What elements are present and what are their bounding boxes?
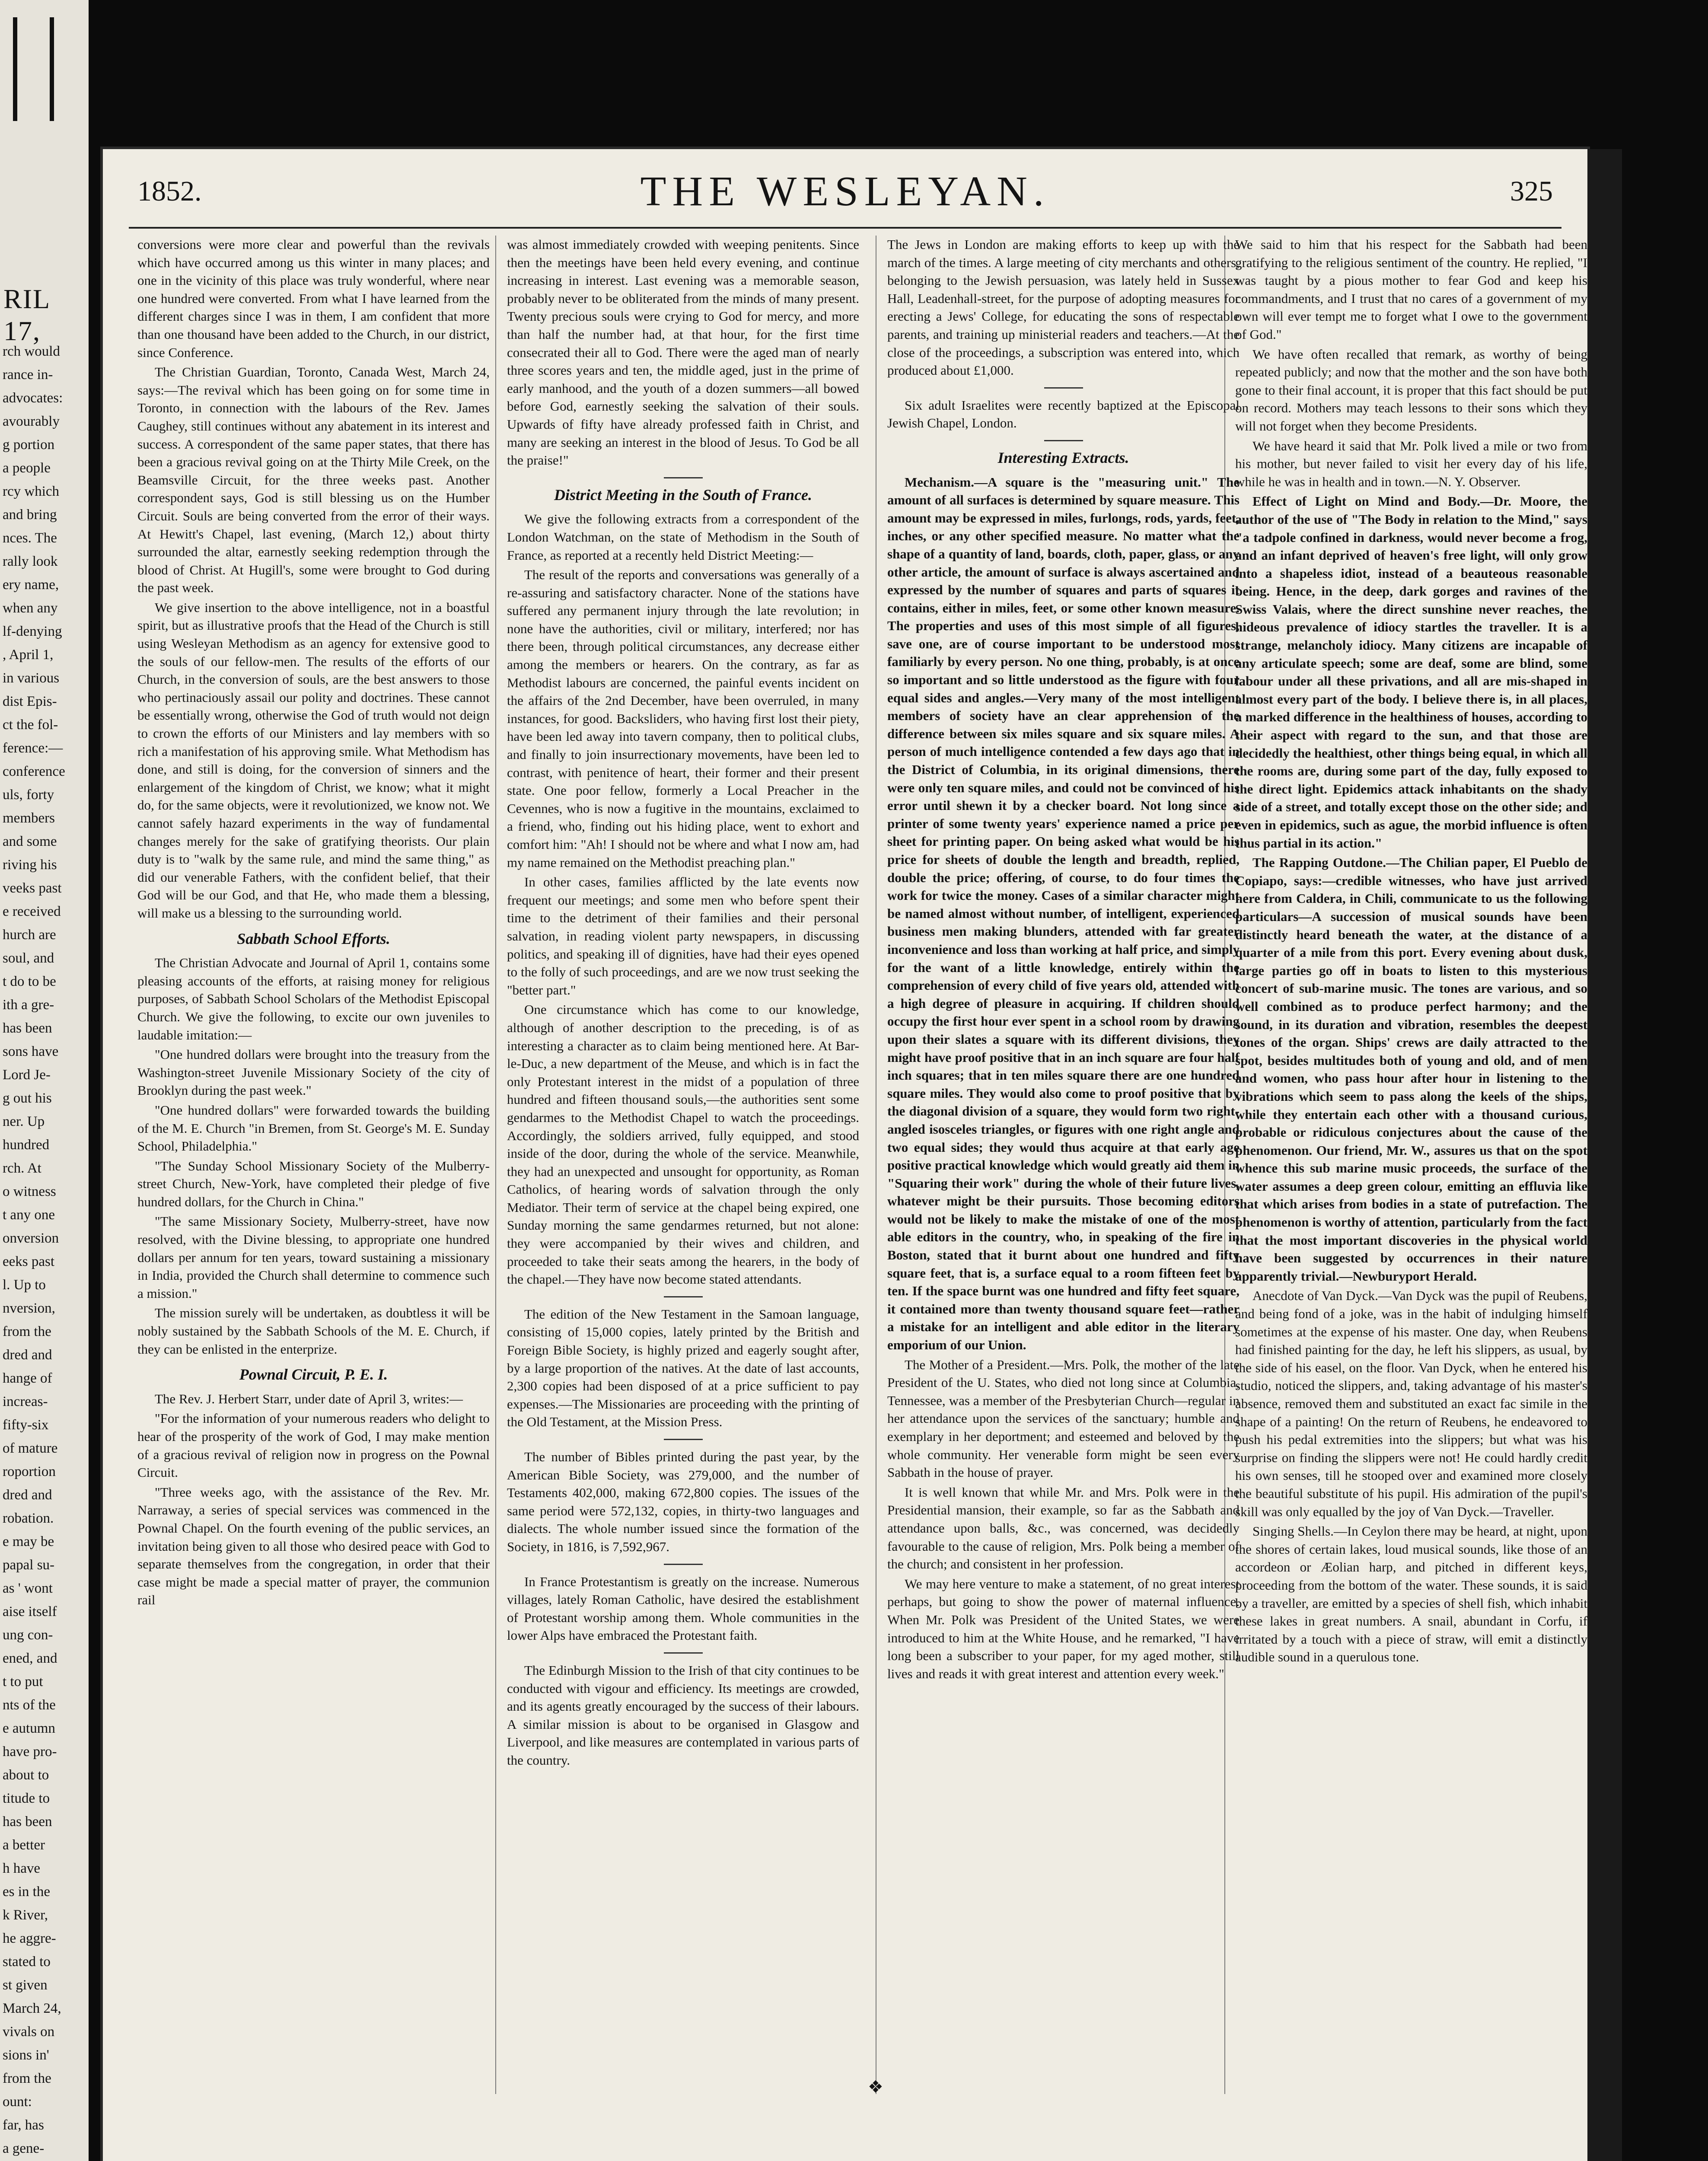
article-paragraph: We have often recalled that remark, as worthy of being repeated publicly; and now that the mother and the son have both gone to their final account, it is proper that this fact should be put on record. Mothers may teach lessons to their sons which they will not forget when they become Presidents. [1235, 346, 1587, 433]
article-paragraph: The edition of the New Testament in the Samoan language, consisting of 15,000 copies, lately printed by the British and Foreign Bible Society, is highly prized and eagerly sought after, by a large proportion of the natives. At the date of last accounts, 2,300 copies had been disposed of at a price sufficient to pay expenses.—The Missionaries are proceeding with the printing of the Old Testament, at the Mission Press. [507, 1306, 859, 1430]
article-paragraph: The number of Bibles printed during the past year, by the American Bible Society, was 279,000, and the number of Testaments 402,000, making 672,800 copies. The issues of the same period were 572,132, copies, in thirty-two languages and dialects. The whole number issued since the formation of the Society, in 1816, is 7,592,967. [507, 1449, 859, 1554]
previous-page-line: in various [3, 670, 60, 686]
newspaper-page [103, 149, 1587, 2161]
previous-page-line: has been [3, 1020, 52, 1036]
previous-page-line: a better [3, 1837, 45, 1853]
separator-rule [664, 1439, 703, 1440]
previous-page-line: conference [3, 764, 65, 779]
section-heading: District Meeting in the South of France. [554, 486, 813, 504]
article-paragraph: We give insertion to the above intelligence, not in a boastful spirit, but as illustrative proofs that the Head of the Church is still using Wesleyan Methodism as an agency for extensive good to the souls of our fellow-men. The results of the efforts of our Church, in the conversion of souls, are the best answers to those who pertinaciously assail our polity and doctrines. These cannot be essentially wrong, otherwise the God of truth would not deign to crown the efforts of our Ministers and lay members with so rich a manifestation of his approving smile. What Methodism has done, and still is doing, for the conversion of sinners and the enlargement of the kingdom of Christ, we know; what it might do, for the same objects, were it revolutionized, we know not. We cannot safely hazard experiments in the way of fundamental changes merely for the sake of gratifying theorists. Our plain duty is to "walk by the same rule, and mind the same thing," as did our venerable Fathers, with the confident belief, that their God will be our God, and that He, who made them a blessing, will make us a blessing to the surrounding world. [137, 599, 490, 921]
previous-page-edge [0, 0, 89, 2161]
previous-page-line: eeks past [3, 1254, 55, 1269]
masthead-year: 1852. [137, 175, 202, 207]
section-heading: Pownal Circuit, P. E. I. [239, 1366, 388, 1383]
previous-page-line: g out his [3, 1090, 52, 1106]
previous-page-line: nts of the [3, 1697, 56, 1713]
previous-page-line: roportion [3, 1464, 56, 1479]
article-paragraph: In other cases, families afflicted by the late events now frequent our meetings; and some men who before spent their time to the detriment of their families and their personal salvation, in reading violent party newspapers, in discussing politics, and speaking ill of dignities, have had their eyes opened to the folly of such proceedings, and are we now trust seeking the "better part." [507, 874, 859, 998]
previous-page-line: ner. Up [3, 1114, 45, 1129]
previous-page-line: a gene- [3, 2141, 45, 2156]
previous-page-line: e autumn [3, 1721, 55, 1736]
previous-page-line: fifty-six [3, 1417, 49, 1433]
article-paragraph: The Jews in London are making efforts to keep up with the march of the times. A large meeting of city merchants and others, belonging to the Jewish persuasion, was lately held in Sussex Hall, Leadenhall-street, for the purpose of adopting measures for erecting a Jews' College, for educating the sons of respectable parents, and training up ministerial readers and teachers.—At the close of the proceedings, a subscription was entered into, which produced about £1,000. [887, 237, 1240, 378]
separator-rule [1044, 440, 1083, 441]
previous-page-line: ened, and [3, 1651, 57, 1666]
previous-page-line: soul, and [3, 950, 54, 966]
article-paragraph: "The same Missionary Society, Mulberry-street, have now resolved, with the Divine blessing, to appropriate one hundred dollars per annum for ten years, toward sustaining a missionary in India, provided the Church shall determine to commence such a mission." [137, 1214, 490, 1301]
previous-page-line: hurch are [3, 927, 56, 943]
previous-page-line: e may be [3, 1534, 54, 1549]
article-paragraph: The Mother of a President.—Mrs. Polk, the mother of the late President of the U. States, who died not long since at Columbia, Tennessee, was a member of the Presbyterian Church—regular in her attendance upon the services of the sanctuary; humble and exemplary in her deportment; and esteemed and beloved by the whole community. Her venerable form might be seen every Sabbath in the house of prayer. [887, 1357, 1240, 1480]
previous-page-line: veeks past [3, 880, 62, 896]
section-heading: Interesting Extracts. [997, 449, 1129, 466]
article-paragraph: We may here venture to make a statement, of no great interest perhaps, but going to show the power of maternal influence. When Mr. Polk was President of the United States, we were introduced to him at the White House, and he remarked, "I have long been a subscriber to your paper, for my aged mother, still lives and reads it with great interest and attention every week." [887, 1576, 1240, 1681]
article-paragraph: conversions were more clear and powerful than the revivals which have occurred among us this winter in many places; and one in the vicinity of this place was truly wonderful, where near one hundred were converted. From what I have learned from the different charges since I was in them, I am confident that more than one thousand have been added to the Church, in our district, since Conference. [137, 237, 490, 360]
article-paragraph: Six adult Israelites were recently baptized at the Episcopal Jewish Chapel, London. [887, 397, 1240, 431]
article-paragraph: "One hundred dollars were brought into the treasury from the Washington-street Juvenile Missionary Society of the city of Brooklyn during the past week." [137, 1047, 490, 1098]
previous-page-line: hundred [3, 1137, 50, 1153]
masthead-title: THE WESLEYAN. [640, 168, 1050, 215]
previous-page-line: st given [3, 1977, 48, 1993]
previous-page-line: dred and [3, 1347, 52, 1363]
printer-mark: ❖ [868, 2077, 883, 2097]
previous-page-line: dred and [3, 1487, 52, 1503]
article-paragraph: Anecdote of Van Dyck.—Van Dyck was the pupil of Reubens, and being fond of a joke, was in the habit of indulging himself sometimes at the expense of his master. One day, when Reubens had finished painting for the day, he left his slippers, as usual, by the side of his easel, on the floor. Van Dyck, when he entered his studio, noticed the slippers, and, taking advantage of his master's absence, removed them and substituted an exact fac simile in the shape of a painting! On the return of Reubens, he endeavored to push his pedal extremities into the slippers; but what was his surprise on finding the slippers were not! He could hardly credit his own senses, till he stooped over and examined more closely the beautiful substitute of his pupil. His admiration of the pupil's skill was only equalled by the joy of Van Dyck.—Traveller. [1235, 1288, 1587, 1519]
previous-page-line: robation. [3, 1511, 54, 1526]
previous-page-line: papal su- [3, 1557, 55, 1573]
previous-page-line: sions in' [3, 2047, 49, 2063]
previous-page-line: has been [3, 1814, 52, 1830]
previous-page-line: riving his [3, 857, 57, 873]
article-paragraph: In France Protestantism is greatly on the increase. Numerous villages, lately Roman Catholic, have desired the establishment of Protestant worship among them. Whole communities in the lower Alps have embraced the Protestant faith. [507, 1574, 859, 1643]
previous-page-line: Lord Je- [3, 1067, 51, 1083]
masthead-rule [129, 227, 1561, 229]
previous-page-line: lf-denying [3, 624, 62, 639]
article-paragraph: "Three weeks ago, with the assistance of the Rev. Mr. Narraway, a series of special services was commenced in the Pownal Chapel. On the fourth evening of the public services, an invitation being given to all those who desired peace with God to separate themselves from the congregation, in order that their case might be made a special matter of prayer, the communion rail [137, 1484, 490, 1608]
separator-rule [1044, 387, 1083, 389]
previous-page-line: dist Epis- [3, 694, 57, 709]
previous-page-line: a people [3, 460, 51, 476]
binding-bars [13, 17, 54, 121]
separator-rule [664, 477, 703, 478]
previous-page-line: g portion [3, 437, 55, 453]
article-paragraph: We have heard it said that Mr. Polk lived a mile or two from his mother, but never failed to visit her every day of his life, while he was in health and in town.—N. Y. Observer. [1235, 438, 1587, 489]
previous-page-line: es in the [3, 1884, 50, 1900]
article-paragraph: The Edinburgh Mission to the Irish of that city continues to be conducted with vigour and efficiency. Its meetings are crowded, and its agents greatly encouraged by the success of their labours. A similar mission is about to be organised in Glasgow and Liverpool, and like measures are contemplated in various parts of the country. [507, 1662, 859, 1768]
article-paragraph: It is well known that while Mr. and Mrs. Polk were in the Presidential mansion, their example, so far as the Sabbath and attendance upon balls, &c., was concerned, was decidedly favourable to the cause of religion, Mrs. Polk being a member of the church; and consistent in her profession. [887, 1484, 1240, 1572]
previous-page-line: rally look [3, 554, 58, 569]
previous-page-line: March 24, [3, 2001, 61, 2016]
previous-page-line: ung con- [3, 1627, 53, 1643]
previous-page-line: rch would [3, 344, 60, 359]
masthead [103, 149, 1587, 227]
previous-page-header: RIL 17, [3, 284, 50, 346]
previous-page-line: t to put [3, 1674, 43, 1689]
previous-page-line: k River, [3, 1907, 48, 1923]
previous-page-line: nversion, [3, 1300, 55, 1316]
previous-page-line: hange of [3, 1371, 52, 1386]
previous-page-line: when any [3, 600, 58, 616]
article-paragraph: "One hundred dollars" were forwarded towards the building of the M. E. Church "in Bremen, from St. George's M. E. Sunday School, Philadelphia." [137, 1102, 490, 1154]
previous-page-line: increas- [3, 1394, 48, 1409]
previous-page-line: t any one [3, 1207, 55, 1223]
previous-page-line: ct the fol- [3, 717, 58, 733]
section-heading: Sabbath School Efforts. [237, 930, 390, 947]
previous-page-line: , April 1, [3, 647, 54, 663]
column-4 [1235, 236, 1587, 1668]
previous-page-line: avourably [3, 414, 60, 429]
previous-page-line: of mature [3, 1441, 58, 1456]
article-paragraph: Singing Shells.—In Ceylon there may be heard, at night, upon the shores of certain lakes, loud musical sounds, like those of an accordeon or Æolian harp, and pitched in different keys, proceeding from the bottom of the water. These sounds, it is said by a traveller, are emitted by a species of shell fish, which inhabit these lakes in great numbers. A snail, abundant in Corfu, if irritated by a touch with a piece of straw, will emit a distinctly audible sound in a querulous tone. [1235, 1524, 1587, 1665]
separator-rule [664, 1652, 703, 1654]
separator-rule [664, 1564, 703, 1565]
page-number: 325 [1510, 175, 1553, 207]
previous-page-line: about to [3, 1767, 49, 1783]
previous-page-line: aise itself [3, 1604, 57, 1619]
previous-page-line: nces. The [3, 530, 57, 546]
previous-page-line: as ' wont [3, 1581, 53, 1596]
article-paragraph: One circumstance which has come to our knowledge, although of another description to the preceding, is of as interesting a character as to claim being mentioned here. At Bar-le-Duc, a new department of the Meuse, and which is in fact the only Protestant interest in the midst of a population of three hundred and fifteen thousand souls,—the authorities sent some gendarmes to the Methodist Chapel to watch the proceedings. Accordingly, the soldiers arrived, fully equipped, and stood inside of the door, during the whole of the service. Meanwhile, they had an unexpected and unsought for opportunity, as Roman Catholics, of hearing words of salvation through the only Mediator. Their term of service at the chapel being expired, one Sunday morning the same gendarmes returned, but not alone: they were accompanied by their wives and children, and proceeded to take their seats among the hearers, in the body of the chapel.—They have now become stated attendants. [507, 1002, 859, 1287]
column-2 [507, 236, 859, 1771]
column-3 [887, 236, 1240, 1684]
previous-page-line: ery name, [3, 577, 59, 593]
article-paragraph: We give the following extracts from a correspondent of the London Watchman, on the state of Methodism in the South of France, as reported at a recently held District Meeting:— [507, 511, 859, 563]
previous-page-line: uls, forty [3, 787, 54, 803]
previous-page-line: ference:— [3, 740, 63, 756]
separator-rule [664, 1296, 703, 1297]
previous-page-line: rcy which [3, 484, 60, 499]
previous-page-line: vivals on [3, 2024, 55, 2040]
previous-page-line: and bring [3, 507, 57, 523]
article-paragraph: Mechanism.—A square is the "measuring unit." The amount of all surfaces is determined by square measure. This amount may be expressed in miles, furlongs, rods, yards, feet, inches, or any other specified measure. No matter what the shape of a quantity of land, boards, cloth, paper, glass, or any other article, the amount of surface is always ascertained and expressed by the number of squares and parts of squares it contains, either in miles, feet, or some other known measure. The properties and uses of this most simple of all figures, save one, are of course important to be understood most familiarly by every person. No one thing, probably, is at once so important and so little understood as the figure with four equal sides and angles.—Very many of the most intelligent members of society have an clear apprehension of the difference between six miles square and six square miles. A person of much intelligence contended a few days ago that in the District of Columbia, in its original dimensions, there were only ten square miles, and could not be convinced of his error until shewn it by a checker board. Not long since a printer of some twenty years' experience named a price per sheet for printing paper. On being asked what would be his price for sheets of double the length and breadth, replied, double the price; offering, of course, to do four times the work for twice the money. Cases of a similar character might be named almost without number, of intelligent, experienced business men making blunders, attended with far greater inconvenience and loss than working at half price, and simply for the want of a little knowledge, entirely within the comprehension of every child of five years old, attended with a high degree of pleasure in acquiring. If children should occupy the first hour ever spent in a school room by drawing upon their slates a square with its different divisions, they might have proof positive that in an inch square are four half inch squares; that in ten miles square there are one hundred square miles. They would also come to proof positive that by the diagonal division of a square, they would form two right-angled isosceles triangles, or figures with one right angle and two equal sides; they would thus acquire at that early age positive practical knowledge which would greatly aid them in "Squaring their work" during the whole of their future lives, whatever might be their pursuits. Those becoming editors would not be likely to make the mistake of one of the most able editors in the country, who, in speaking of the fire in Boston, stated that it burnt about one hundred and fifty square feet, that is, a surface equal to a room fifteen feet by ten. If the space burnt was one hundred and fifty feet square, it contained more than twenty thousand square feet—rather a mistake for an intelligent and able editor in the literary emporium of our Union. [887, 474, 1240, 1353]
previous-page-line: onversion [3, 1230, 59, 1246]
page-shadow [1587, 149, 1622, 2161]
previous-page-line: stated to [3, 1954, 51, 1970]
previous-page-line: he aggre- [3, 1931, 56, 1946]
column-1 [137, 236, 490, 1611]
article-paragraph: The result of the reports and conversations was generally of a re-assuring and satisfactory character. None of the stations have suffered any permanent injury through the late revolution; in none have the authorities, civil or military, interfered; nor has there been, through political circumstances, any decrease either among the members or hearers. On the contrary, as far as Methodist labours are concerned, the painful events incident on the affairs of the 2nd December, have been overruled, in many instances, for good. Backsliders, who having first lost their piety, have been led away into tavern company, then to political clubs, and finally to join insurrectionary movements, have been led to contrast, with penitence of heart, their former and their present state. One poor fellow, formerly a Local Preacher in the Cevennes, who is now a fugitive in the mountains, exclaimed to a friend, who, finding out his hiding place, went to exhort and comfort him: "Ah! I should not be where and what I now am, had my name remained on the Methodist preaching plan." [507, 567, 859, 870]
previous-page-line: from the [3, 2071, 51, 2086]
column-rule [495, 236, 496, 2094]
previous-page-line: rch. At [3, 1160, 41, 1176]
article-paragraph: The Rev. J. Herbert Starr, under date of April 3, writes:— [155, 1391, 463, 1406]
previous-page-line: members [3, 810, 55, 826]
previous-page-line: t do to be [3, 974, 56, 989]
article-paragraph: We said to him that his respect for the Sabbath had been gratifying to the religious sentiment of the country. He replied, "I was taught by a pious mother to fear God and keep his commandments, and I trust that no cares of a government of my own will ever tempt me to forget what I owe to the government of God." [1235, 237, 1587, 342]
article-paragraph: Effect of Light on Mind and Body.—Dr. Moore, the author of the use of "The Body in relation to the Mind," says "a tadpole confined in darkness, would never become a frog, and an infant deprived of heaven's free light, will only grow into a shapeless idiot, instead of a beauteous reasonable being. Hence, in the deep, dark gorges and ravines of the Swiss Valais, where the direct sunshine never reaches, the hideous prevalence of idiocy startles the traveller. It is a strange, melancholy idiocy. Many citizens are incapable of any articulate speech; some are deaf, some are blind, some labour under all these privations, and all are mis-shaped in almost every part of the body. I believe there is, in all places, a marked difference in the healthiness of houses, according to their aspect with regard to the sun, and that those are decidedly the healthiest, other things being equal, in which all the rooms are, during some part of the day, fully exposed to the direct light. Epidemics attack inhabitants on the shady side of a street, and totally except those on the other side; and even in epidemics, such as ague, the morbid influence is often thus partial in its action." [1235, 494, 1587, 851]
previous-page-line: e received [3, 904, 61, 919]
previous-page-line: and some [3, 834, 57, 849]
previous-page-line: sons have [3, 1044, 59, 1059]
previous-page-line: far, has [3, 2117, 44, 2133]
previous-page-line: advocates: [3, 390, 63, 406]
previous-page-line: have pro- [3, 1744, 57, 1759]
previous-page-line: ount: [3, 2094, 32, 2110]
article-paragraph: was almost immediately crowded with weeping penitents. Since then the meetings have been held every evening, and continue increasing in interest. Last evening was a memorable season, probably never to be obliterated from the minds of many present. Twenty precious souls were crying to God for mercy, and more than half the number had, at that hour, for the first time consecrated their all to God. There were the aged man of nearly three scores years and ten, the middle aged, just in the prime of early manhood, and the youth of a dozen summers—all bowed before God, earnestly seeking the salvation of their souls. Upwards of fifty have already professed faith in Christ, and many are seeking an interest in the blood of Jesus. To God be all the praise!" [507, 237, 859, 468]
previous-page-line: rance in- [3, 367, 53, 382]
article-paragraph: The Rapping Outdone.—The Chilian paper, El Pueblo de Copiapo, says:—credible witnesses, who have just arrived here from Caldera, in Chili, communicate to us the following particulars—A succession of musical sounds have been distinctly heard beneath the water, at the distance of a quarter of a mile from this port. Every evening about dusk, large parties go off in boats to listen to this mysterious concert of sub-marine music. The tones are various, and so well combined as to produce perfect harmony; and the sound, in its duration and vibration, resembles the deepest tones of the organ. Ships' crews are daily attracted to the spot, besides multitudes both of young and old, and of men and women, who pass hour after hour in listening to the vibrations which seem to pass along the keels of the ships, while they entertain each other with a thousand curious, probable or ridiculous conjectures about the cause of the phenomenon. Our friend, Mr. W., assures us that on the spot whence this sub marine music proceeds, the surface of the water assumes a deep green colour, emitting an effluvia like that which arises from bodies in a state of putrefaction. The phenomenon is worthy of attention, particularly from the fact that the most important discoveries in the physical world have been suggested by occurrences in their nature apparently trivial.—Newburyport Herald. [1235, 855, 1587, 1284]
previous-page-line: h have [3, 1861, 41, 1876]
previous-page-line: ith a gre- [3, 997, 54, 1013]
article-paragraph: "The Sunday School Missionary Society of the Mulberry-street Church, New-York, have completed their pledge of five hundred dollars, for the Church in China." [137, 1158, 490, 1209]
article-paragraph: The mission surely will be undertaken, as doubtless it will be nobly sustained by the Sabbath Schools of the M. E. Church, if they can be enlisted in the enterprize. [137, 1305, 490, 1357]
article-paragraph: The Christian Guardian, Toronto, Canada West, March 24, says:—The revival which has been going on for some time in Toronto, in connection with the labours of the Rev. James Caughey, still continues without any abatement in its interest and success. A correspondent of the same paper states, that there has been a gracious revival going on at the Thirty Mile Creek, on the Beamsville Circuit, for the three weeks past. Another correspondent says, God is still blessing us on the Humber Circuit. Souls are being converted from the error of their ways. At Hewitt's Chapel, last evening, (March 12,) about thirty surrounded the altar, earnestly seeking redemption through the blood of Christ. At Hugill's, some were brought to God during the past week. [137, 364, 490, 596]
previous-page-line: o witness [3, 1184, 56, 1199]
previous-page-line: l. Up to [3, 1277, 46, 1293]
previous-page-line: titude to [3, 1791, 50, 1806]
article-paragraph: The Christian Advocate and Journal of April 1, contains some pleasing accounts of the efforts, at raising money for religious purposes, of Sabbath School Scholars of the Methodist Episcopal Church. We give the following, to excite our own juveniles to laudable imitation:— [137, 955, 490, 1042]
previous-page-line: from the [3, 1324, 51, 1339]
article-paragraph: "For the information of your numerous readers who delight to hear of the prosperity of the work of God, I may make mention of a gracious revival of religion now in progress on the Pownal Circuit. [137, 1411, 490, 1480]
